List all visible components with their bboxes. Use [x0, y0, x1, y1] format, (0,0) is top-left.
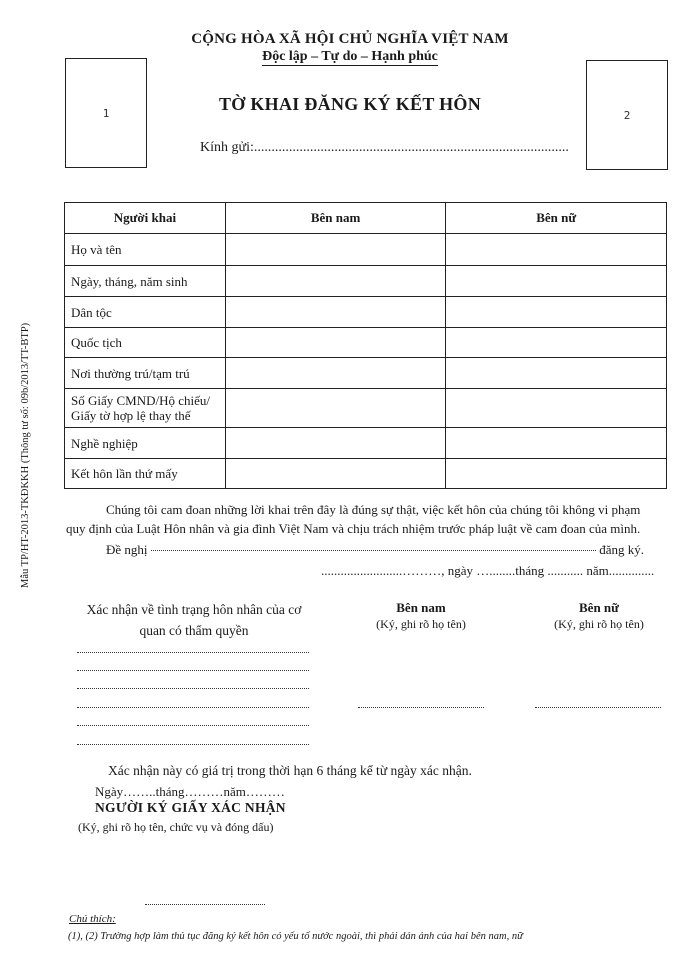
place-date-line: .........................………, ngày …........tháng ........... năm.............. — [321, 563, 655, 578]
female-signature-title: Bên nữ — [579, 600, 619, 615]
row-label-id-document: Số Giấy CMND/Hộ chiếu/ Giấy tờ hợp lệ thay thế — [65, 389, 226, 428]
table-row — [65, 459, 667, 489]
table-header-declarant: Người khai — [65, 203, 226, 234]
female-signature-note: (Ký, ghi rõ họ tên) — [554, 617, 644, 631]
row-label-residence: Nơi thường trú/tạm trú — [65, 358, 226, 389]
request-blank[interactable] — [151, 550, 597, 551]
signer-note: (Ký, ghi rõ họ tên, chức vụ và đóng dấu) — [78, 820, 274, 834]
table-row — [65, 428, 667, 459]
female-signature-block — [533, 600, 665, 632]
confirmation-blank-line[interactable] — [77, 688, 309, 689]
cell-male-ethnicity[interactable] — [225, 297, 446, 328]
declaration-table — [64, 202, 667, 489]
cell-male-full-name[interactable] — [225, 234, 446, 266]
confirmation-blank-line[interactable] — [77, 652, 309, 653]
male-signature-title: Bên nam — [396, 600, 446, 615]
side-note-text: Mẫu TP/HT-2013-TKĐKKH (Thông tư số: 09b/2013/TT-BTP) — [20, 322, 31, 588]
signer-signature-line[interactable] — [145, 904, 265, 905]
side-note — [16, 200, 46, 590]
request-label: Đề nghị — [106, 542, 148, 557]
validity-note: Xác nhận này có giá trị trong thời hạn 6 tháng kể từ ngày xác nhận. — [108, 763, 472, 778]
national-title: CỘNG HÒA XÃ HỘI CHỦ NGHĨA VIỆT NAM — [191, 31, 509, 47]
cell-male-birth-date[interactable] — [225, 266, 446, 297]
cell-female-marriage-count[interactable] — [446, 459, 667, 489]
confirmation-blank-line[interactable] — [77, 744, 309, 745]
footnote-label: Chú thích: — [69, 913, 116, 925]
footnote-text: (1), (2) Trường hợp làm thủ tục đăng ký kết hôn có yếu tố nước ngoài, thì phải dán ảnh của hai bên nam, nữ — [68, 931, 523, 942]
confirmation-blank-line[interactable] — [77, 670, 309, 671]
cell-male-nationality[interactable] — [225, 328, 446, 358]
table-row — [65, 234, 667, 266]
request-suffix: đăng ký. — [599, 542, 644, 557]
table-row — [65, 266, 667, 297]
motto-text: Độc lập – Tự do – Hạnh phúc — [262, 49, 438, 64]
cell-female-ethnicity[interactable] — [446, 297, 667, 328]
row-label-ethnicity: Dân tộc — [65, 297, 226, 328]
cell-male-residence[interactable] — [225, 358, 446, 389]
table-row — [65, 358, 667, 389]
photo-box-left-label: 1 — [102, 106, 110, 120]
female-signature-line[interactable] — [535, 707, 661, 708]
cell-female-nationality[interactable] — [446, 328, 667, 358]
confirmation-blank-line[interactable] — [77, 725, 309, 726]
photo-box-right — [586, 60, 668, 170]
table-header-female: Bên nữ — [446, 203, 667, 234]
confirmation-heading: Xác nhận về tình trạng hôn nhân của cơ quan có thẩm quyền — [86, 602, 302, 638]
cell-female-residence[interactable] — [446, 358, 667, 389]
table-header-row — [65, 203, 667, 234]
cell-female-birth-date[interactable] — [446, 266, 667, 297]
signer-title: NGƯỜI KÝ GIẤY XÁC NHẬN — [95, 800, 286, 815]
pledge-line-1 — [66, 500, 668, 519]
pledge-paragraph — [66, 500, 668, 538]
confirmation-date: Ngày……..tháng………năm……… — [95, 784, 285, 799]
table-row — [65, 297, 667, 328]
cell-female-full-name[interactable] — [446, 234, 667, 266]
table-header-male: Bên nam — [225, 203, 446, 234]
confirmation-blank-line[interactable] — [77, 707, 309, 708]
cell-female-id-document[interactable] — [446, 389, 667, 428]
row-label-full-name: Họ và tên — [65, 234, 226, 266]
form-title: TỜ KHAI ĐĂNG KÝ KẾT HÔN — [218, 94, 482, 114]
male-signature-block — [355, 600, 487, 632]
photo-box-right-label: 2 — [623, 108, 631, 122]
table-row — [65, 389, 667, 428]
kinh-gui-line: Kính gửi:.......................................................................................... — [200, 140, 569, 155]
request-line — [106, 542, 644, 558]
row-label-marriage-count: Kết hôn lần thứ mấy — [65, 459, 226, 489]
row-label-occupation: Nghề nghiệp — [65, 428, 226, 459]
pledge-line-1-text: Chúng tôi cam đoan những lời khai trên đây là đúng sự thật, việc kết hôn của chúng tôi không vi phạm — [106, 502, 641, 517]
male-signature-line[interactable] — [358, 707, 484, 708]
male-signature-note: (Ký, ghi rõ họ tên) — [376, 617, 466, 631]
row-label-birth-date: Ngày, tháng, năm sinh — [65, 266, 226, 297]
cell-male-marriage-count[interactable] — [225, 459, 446, 489]
table-row — [65, 328, 667, 358]
cell-female-occupation[interactable] — [446, 428, 667, 459]
pledge-line-2: quy định của Luật Hôn nhân và gia đình Việt Nam và chịu trách nhiệm trước pháp luật về cam đoan của mình. — [66, 521, 641, 536]
cell-male-occupation[interactable] — [225, 428, 446, 459]
row-label-nationality: Quốc tịch — [65, 328, 226, 358]
cell-male-id-document[interactable] — [225, 389, 446, 428]
